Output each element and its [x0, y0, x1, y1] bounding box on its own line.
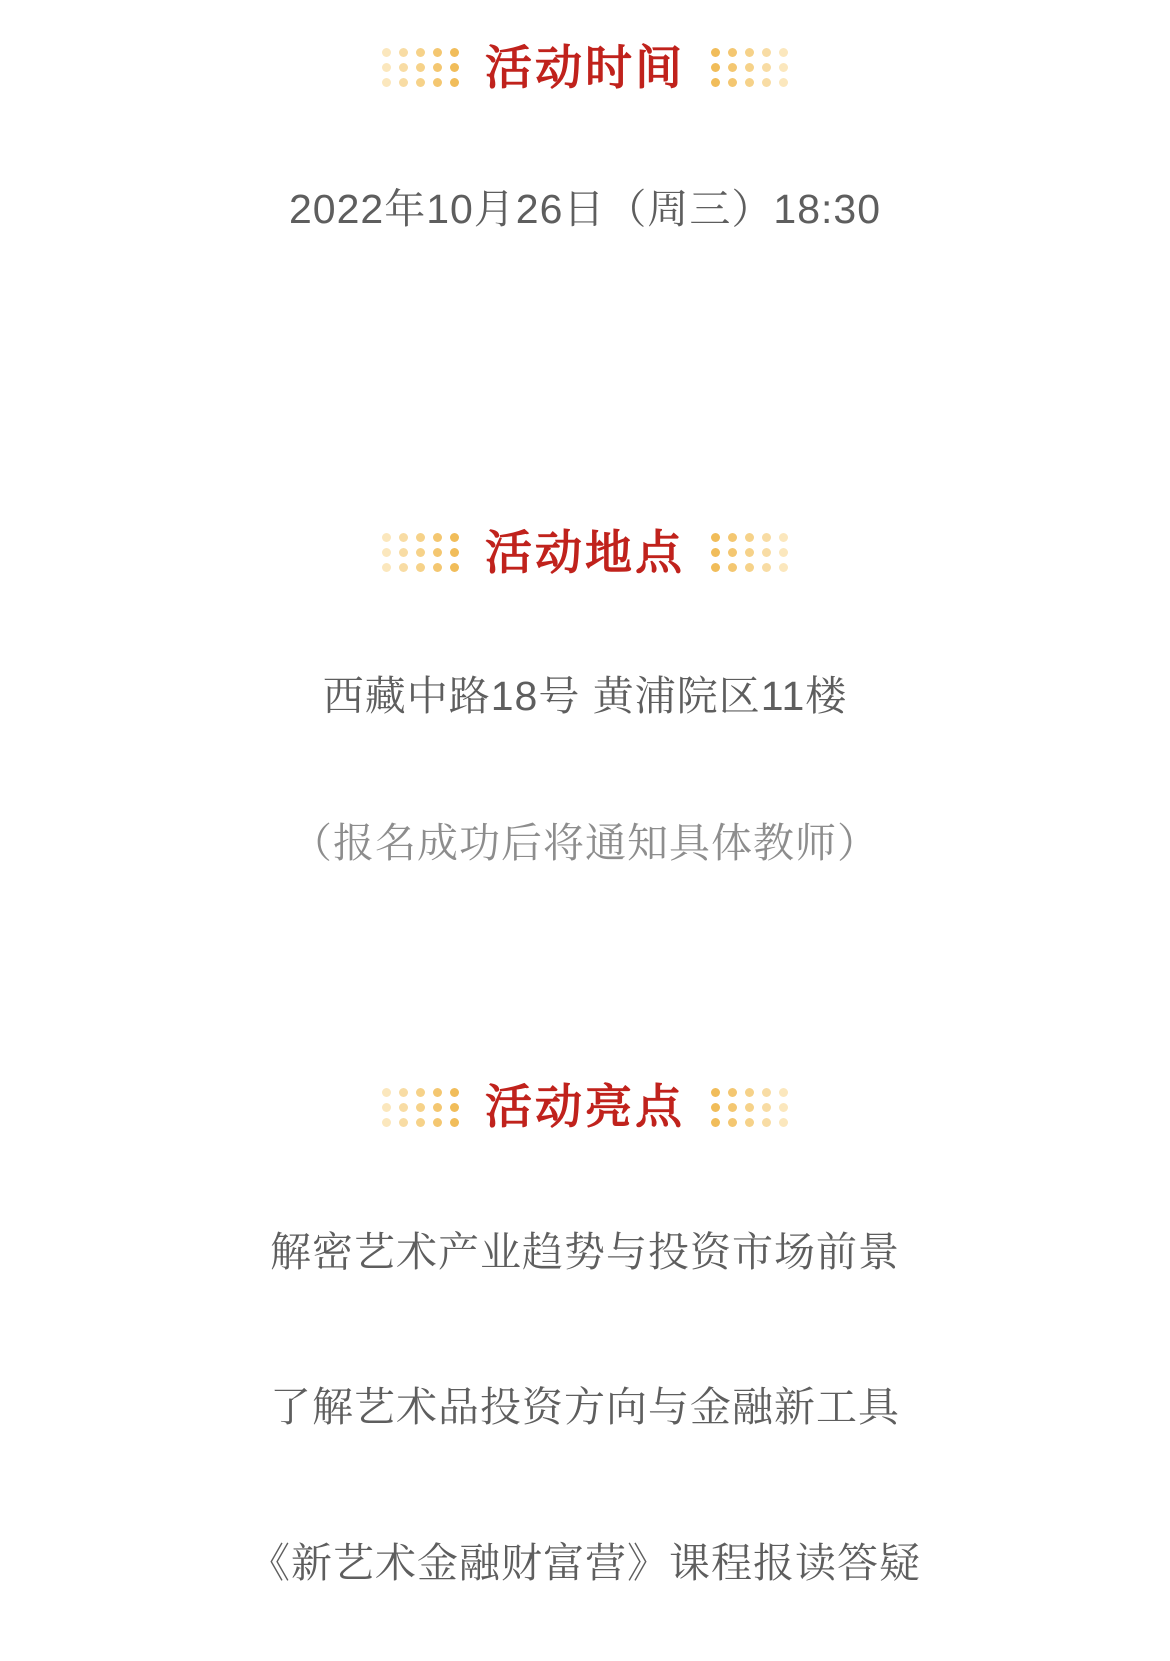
section-heading-highlight	[0, 1081, 1170, 1133]
dot-grid-ornament-right-icon	[711, 533, 788, 572]
section-title-time: 活动时间	[485, 41, 685, 94]
highlight-item-2-text: 了解艺术品投资方向与金融新工具	[270, 1384, 900, 1431]
section-title-highlight: 活动亮点	[485, 1080, 685, 1134]
dot-grid-ornament-right-icon	[711, 1088, 788, 1127]
section-heading-place	[0, 527, 1170, 579]
dot-grid-ornament-left-icon	[382, 1088, 459, 1127]
event-address-note-text: （报名成功后将通知具体教师）	[291, 820, 879, 867]
section-highlight	[0, 871, 1170, 1661]
section-time	[0, 0, 1170, 237]
section-place	[0, 237, 1170, 871]
highlight-item-1-text: 解密艺术产业趋势与投资市场前景	[270, 1229, 900, 1276]
event-address-text: 西藏中路18号 黄浦院区11楼	[322, 672, 848, 719]
dot-grid-ornament-left-icon	[382, 48, 459, 87]
bottom-spacer	[0, 1591, 1170, 1661]
dot-grid-ornament-right-icon	[711, 48, 788, 87]
event-datetime-text: 2022年10月26日（周三）18:30	[288, 185, 882, 232]
section-title-place: 活动地点	[485, 526, 685, 580]
highlight-item-3-text: 《新艺术金融财富营》课程报读答疑	[249, 1539, 921, 1586]
dot-grid-ornament-left-icon	[382, 533, 459, 572]
section-heading-time	[0, 42, 1170, 94]
